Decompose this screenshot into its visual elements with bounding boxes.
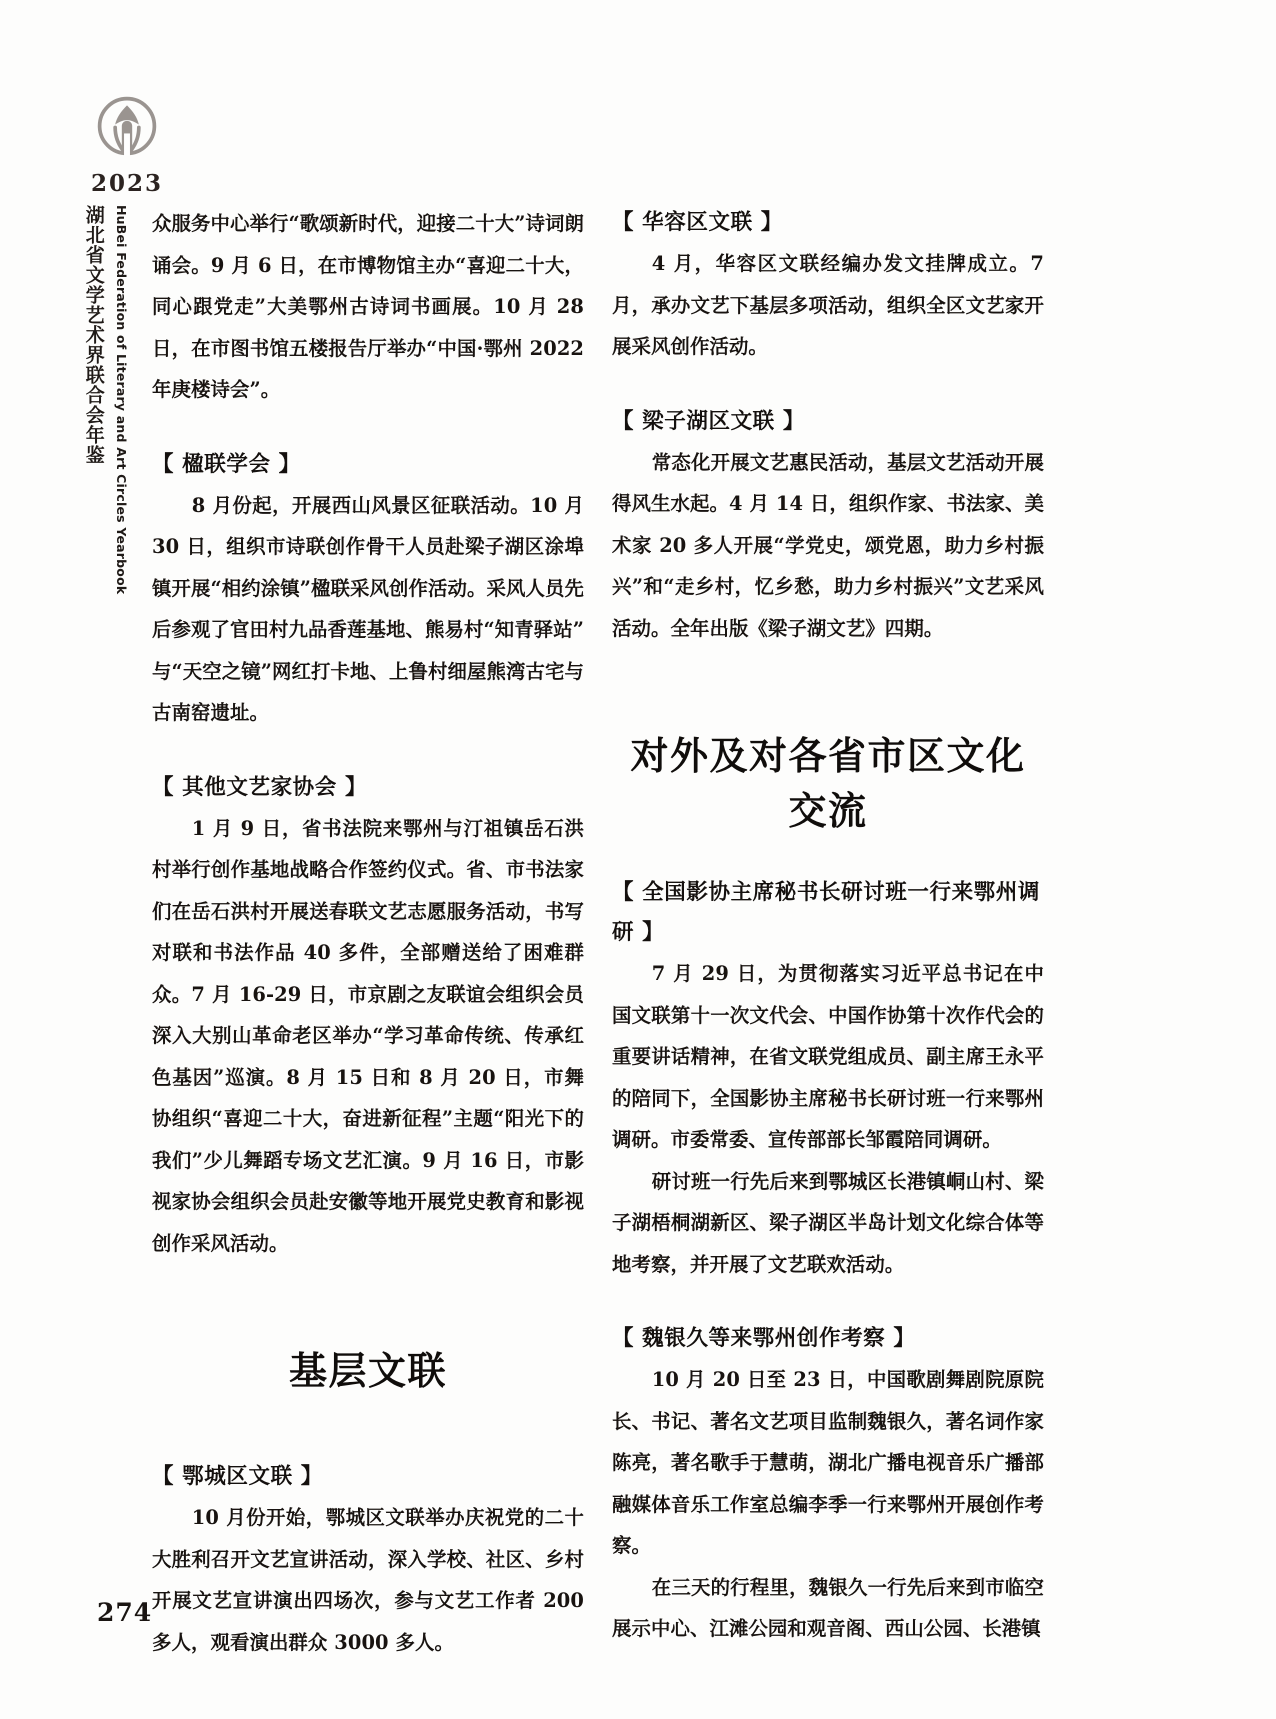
subsection-heading-film-association-seminar: 【 全国影协主席秘书长研讨班一行来鄂州调研 】 xyxy=(612,880,1040,945)
left-text-column xyxy=(152,203,584,1663)
year-label: 2023 xyxy=(90,170,163,197)
paragraph-couplet-society: 8 月份起，开展西山风景区征联活动。10 月 30 日，组织市诗联创作骨干人员赴梁子湖区涂埠镇开展“相约涂镇”楹联采风创作活动。采风人员先后参观了官田村九品香莲基地、熊易村“知青驿站”与“天空之镜”网红打卡地、上鲁村细屋熊湾古宅与古南窑遗址。 xyxy=(152,493,584,724)
subsection-heading-weiyinjiu-visit: 【 魏银久等来鄂州创作考察 】 xyxy=(612,1326,916,1351)
paragraph-echeng-district: 10 月份开始，鄂城区文联举办庆祝党的二十大胜利召开文艺宣讲活动，深入学校、社区、乡村开展文艺宣讲演出四场次，参与文艺工作者 200 多人，观看演出群众 3000 多人。 xyxy=(152,1506,584,1654)
paragraph-weiyinjiu-visit-2: 在三天的行程里，魏银久一行先后来到市临空展示中心、江滩公园和观音阁、西山公园、长港镇 xyxy=(612,1575,1044,1640)
paragraph-liangzihu-district: 常态化开展文艺惠民活动，基层文艺活动开展得风生水起。4 月 14 日，组织作家、书法家、美术家 20 多人开展“学党史，颂党恩，助力乡村振兴”和“走乡村，忆乡愁，助力乡村振兴”文艺采风活动。全年出版《梁子湖文艺》四期。 xyxy=(612,450,1044,640)
paragraph-film-association-seminar-2: 研讨班一行先后来到鄂城区长港镇峒山村、梁子湖梧桐湖新区、梁子湖区半岛计划文化综合体等地考察，并开展了文艺联欢活动。 xyxy=(612,1169,1044,1276)
spacer xyxy=(152,1264,584,1344)
section-heading-cultural-exchange-line2: 交流 xyxy=(788,789,868,833)
section-heading-grassroots-federation: 基层文联 xyxy=(288,1349,447,1393)
vertical-running-title xyxy=(78,205,144,595)
spacer xyxy=(612,1285,1044,1319)
paragraph-huarong-district: 4 月，华容区文联经编办发文挂牌成立。7 月，承办文艺下基层多项活动，组织全区文艺家开展采风创作活动。 xyxy=(612,252,1044,358)
paragraph-other-associations: 1 月 9 日，省书法院来鄂州与汀祖镇岳石洪村举行创作基地战略合作签约仪式。省、市书法家们在岳石洪村开展送春联文艺志愿服务活动，书写对联和书法作品 40 多件，全部赠送给了困难群众。7 月 16-29 日，市京剧之友联谊会组织会员深入大别山革命老区举办“学习革命传统、传承红色基因”巡演。8 月 15 日和 8 月 20 日，市舞协组织“喜迎二十大，奋进新征程”主题“阳光下的我们”少儿舞蹈专场文艺汇演。9 月 16 日，市影视家协会组织会员赴安徽等地开展党史教育和影视创作采风活动。 xyxy=(152,816,584,1255)
spacer xyxy=(152,734,584,768)
paragraph-weiyinjiu-visit-1: 10 月 20 日至 23 日，中国歌剧舞剧院原院长、书记、著名文艺项目监制魏银久，著名词作家陈亮，著名歌手于慧萌，湖北广播电视音乐广播部融媒体音乐工作室总编李季一行来鄂州开展创作考察。 xyxy=(612,1368,1044,1557)
right-text-column xyxy=(612,203,1044,1650)
federation-emblem-icon xyxy=(90,92,164,166)
running-title-en: HuBei Federation of Literary and Art Circles Yearbook xyxy=(113,205,129,595)
spacer xyxy=(152,1399,584,1457)
spacer xyxy=(612,839,1044,873)
running-title-cn: 湖北省文学艺术界联合会年鉴 xyxy=(82,205,105,465)
spacer xyxy=(612,649,1044,729)
paragraph-film-association-seminar-1: 7 月 29 日，为贯彻落实习近平总书记在中国文联第十一次文代会、中国作协第十次作代会的重要讲话精神，在省文联党组成员、副主席王永平的陪同下，全国影协主席秘书长研讨班一行来鄂州调研。市委常委、宣传部部长邹霞陪同调研。 xyxy=(612,962,1044,1151)
masthead-logo xyxy=(68,92,186,197)
subsection-heading-huarong-district: 【 华容区文联 】 xyxy=(612,210,783,235)
section-heading-cultural-exchange-line1: 对外及对各省市区文化 xyxy=(630,734,1026,778)
spacer xyxy=(612,368,1044,402)
continued-paragraph: 众服务中心举行“歌颂新时代，迎接二十大”诗词朗诵会。9 月 6 日，在市博物馆主办“喜迎二十大，同心跟党走”大美鄂州古诗词书画展。10 月 28 日，在市图书馆五楼报告厅举办“中国·鄂州 2022 年庚楼诗会”。 xyxy=(152,212,584,401)
subsection-heading-other-associations: 【 其他文艺家协会 】 xyxy=(152,774,368,800)
subsection-heading-liangzihu-district: 【 梁子湖区文联 】 xyxy=(612,408,805,434)
subsection-heading-couplet-society: 【 楹联学会 】 xyxy=(152,451,301,477)
spacer xyxy=(152,411,584,445)
page-number: 274 xyxy=(97,1598,153,1627)
subsection-heading-echeng-district: 【 鄂城区文联 】 xyxy=(152,1464,323,1489)
